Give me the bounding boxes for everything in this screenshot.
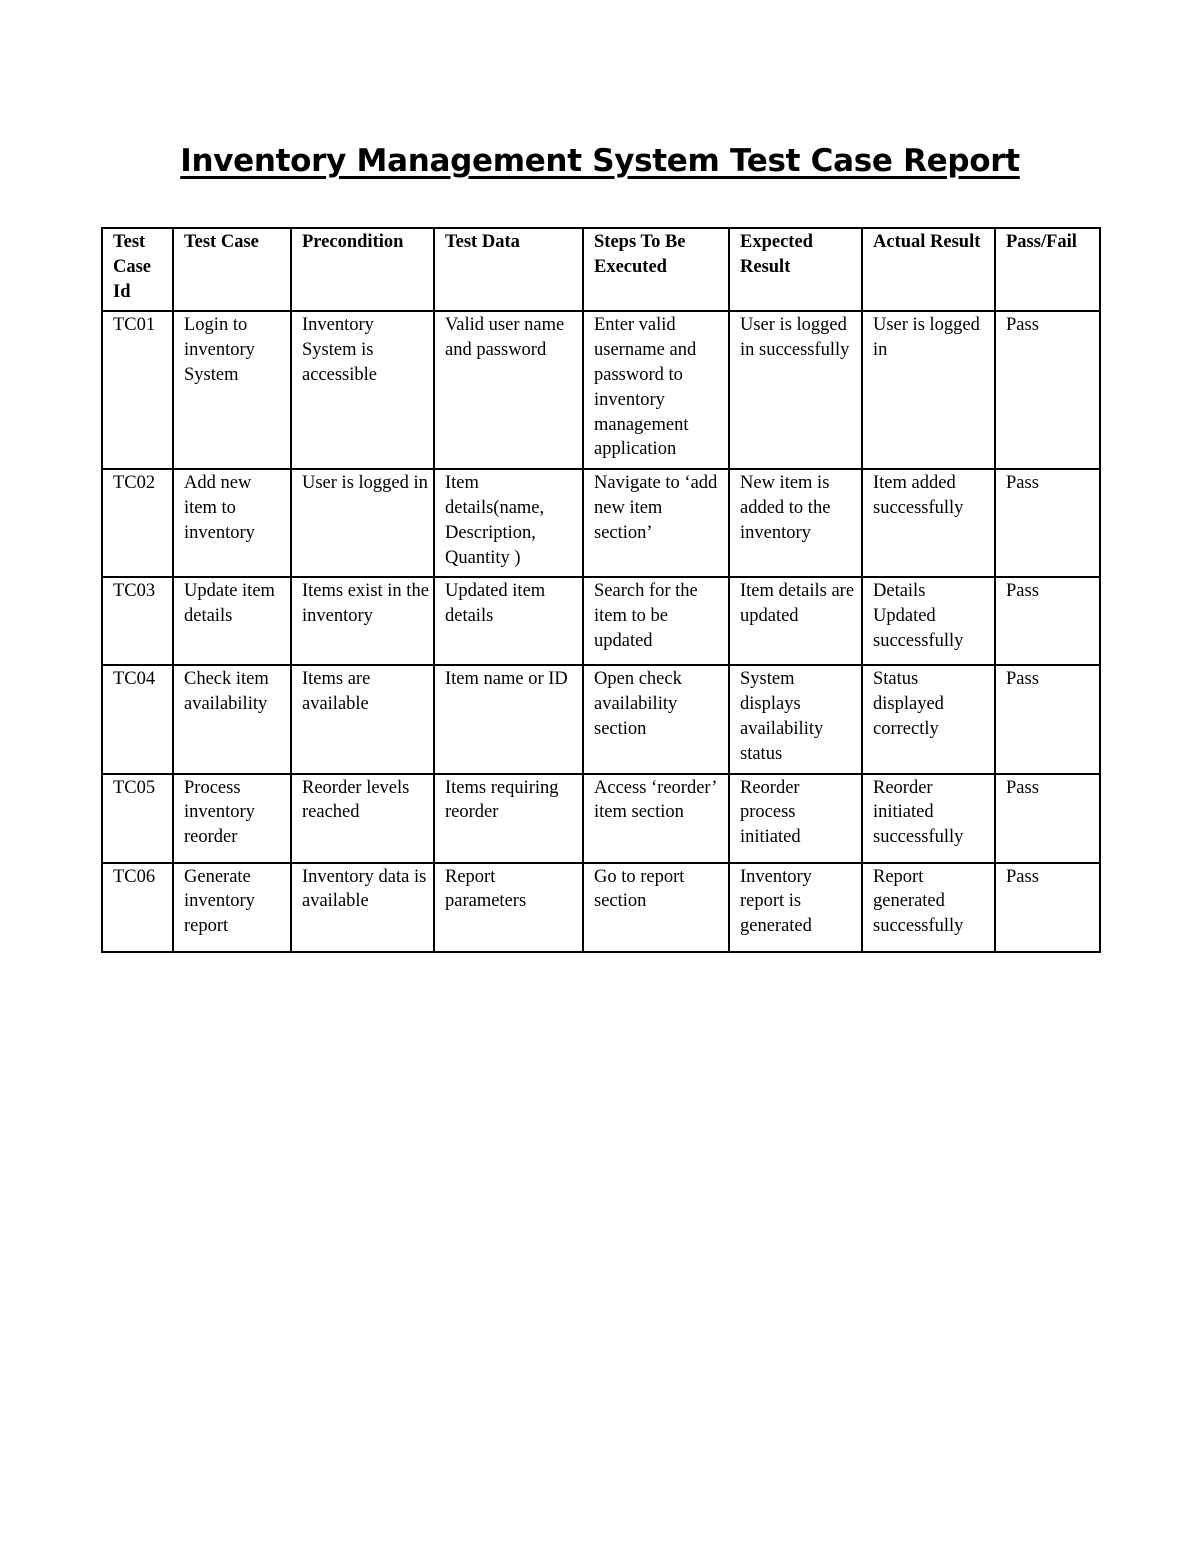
cell-pass-fail: Pass: [995, 863, 1100, 952]
cell-test-case: Process inventory reorder: [173, 774, 291, 863]
cell-test-data: Item details(name, Description, Quantity ): [434, 469, 583, 577]
header-test-data: Test Data: [434, 228, 583, 311]
cell-expected-result: Reorder process initiated: [729, 774, 862, 863]
header-test-case: Test Case: [173, 228, 291, 311]
cell-test-case: Generate inventory report: [173, 863, 291, 952]
cell-test-case-id: TC03: [102, 577, 173, 665]
table-row: [102, 577, 1100, 665]
cell-actual-result: User is logged in: [862, 311, 995, 469]
cell-test-data: Items requiring reorder: [434, 774, 583, 863]
cell-test-case-id: TC01: [102, 311, 173, 469]
header-expected-result: Expected Result: [729, 228, 862, 311]
table-row: [102, 774, 1100, 863]
cell-expected-result: New item is added to the inventory: [729, 469, 862, 577]
cell-test-case-id: TC02: [102, 469, 173, 577]
cell-test-case: Add new item to inventory: [173, 469, 291, 577]
cell-test-case: Update item details: [173, 577, 291, 665]
cell-pass-fail: Pass: [995, 469, 1100, 577]
table-row: [102, 665, 1100, 773]
table-row: [102, 469, 1100, 577]
cell-steps: Open check availability section: [583, 665, 729, 773]
header-precondition: Precondition: [291, 228, 434, 311]
cell-actual-result: Report generated successfully: [862, 863, 995, 952]
cell-expected-result: Inventory report is generated: [729, 863, 862, 952]
header-pass-fail: Pass/Fail: [995, 228, 1100, 311]
header-test-case-id: Test Case Id: [102, 228, 173, 311]
header-actual-result: Actual Result: [862, 228, 995, 311]
cell-steps: Search for the item to be updated: [583, 577, 729, 665]
cell-precondition: Items are available: [291, 665, 434, 773]
cell-actual-result: Reorder initiated successfully: [862, 774, 995, 863]
cell-precondition: Inventory System is accessible: [291, 311, 434, 469]
cell-pass-fail: Pass: [995, 577, 1100, 665]
table-row: [102, 311, 1100, 469]
cell-precondition: Inventory data is available: [291, 863, 434, 952]
cell-expected-result: Item details are updated: [729, 577, 862, 665]
cell-precondition: Reorder levels reached: [291, 774, 434, 863]
cell-steps: Navigate to ‘add new item section’: [583, 469, 729, 577]
cell-test-case-id: TC06: [102, 863, 173, 952]
cell-test-case: Login to inventory System: [173, 311, 291, 469]
cell-test-case-id: TC05: [102, 774, 173, 863]
cell-expected-result: System displays availability status: [729, 665, 862, 773]
cell-actual-result: Status displayed correctly: [862, 665, 995, 773]
cell-test-case-id: TC04: [102, 665, 173, 773]
cell-test-data: Report parameters: [434, 863, 583, 952]
cell-test-data: Updated item details: [434, 577, 583, 665]
cell-precondition: User is logged in: [291, 469, 434, 577]
cell-steps: Enter valid username and password to inventory management application: [583, 311, 729, 469]
cell-pass-fail: Pass: [995, 311, 1100, 469]
cell-expected-result: User is logged in successfully: [729, 311, 862, 469]
cell-actual-result: Details Updated successfully: [862, 577, 995, 665]
cell-pass-fail: Pass: [995, 774, 1100, 863]
cell-steps: Access ‘reorder’ item section: [583, 774, 729, 863]
cell-precondition: Items exist in the inventory: [291, 577, 434, 665]
cell-test-data: Item name or ID: [434, 665, 583, 773]
header-steps: Steps To Be Executed: [583, 228, 729, 311]
table-row: [102, 863, 1100, 952]
cell-test-data: Valid user name and password: [434, 311, 583, 469]
cell-steps: Go to report section: [583, 863, 729, 952]
cell-test-case: Check item availability: [173, 665, 291, 773]
cell-pass-fail: Pass: [995, 665, 1100, 773]
table-header-row: [102, 228, 1100, 311]
cell-actual-result: Item added successfully: [862, 469, 995, 577]
test-case-table: [101, 227, 1101, 953]
page-title: Inventory Management System Test Case Report: [180, 143, 1020, 179]
